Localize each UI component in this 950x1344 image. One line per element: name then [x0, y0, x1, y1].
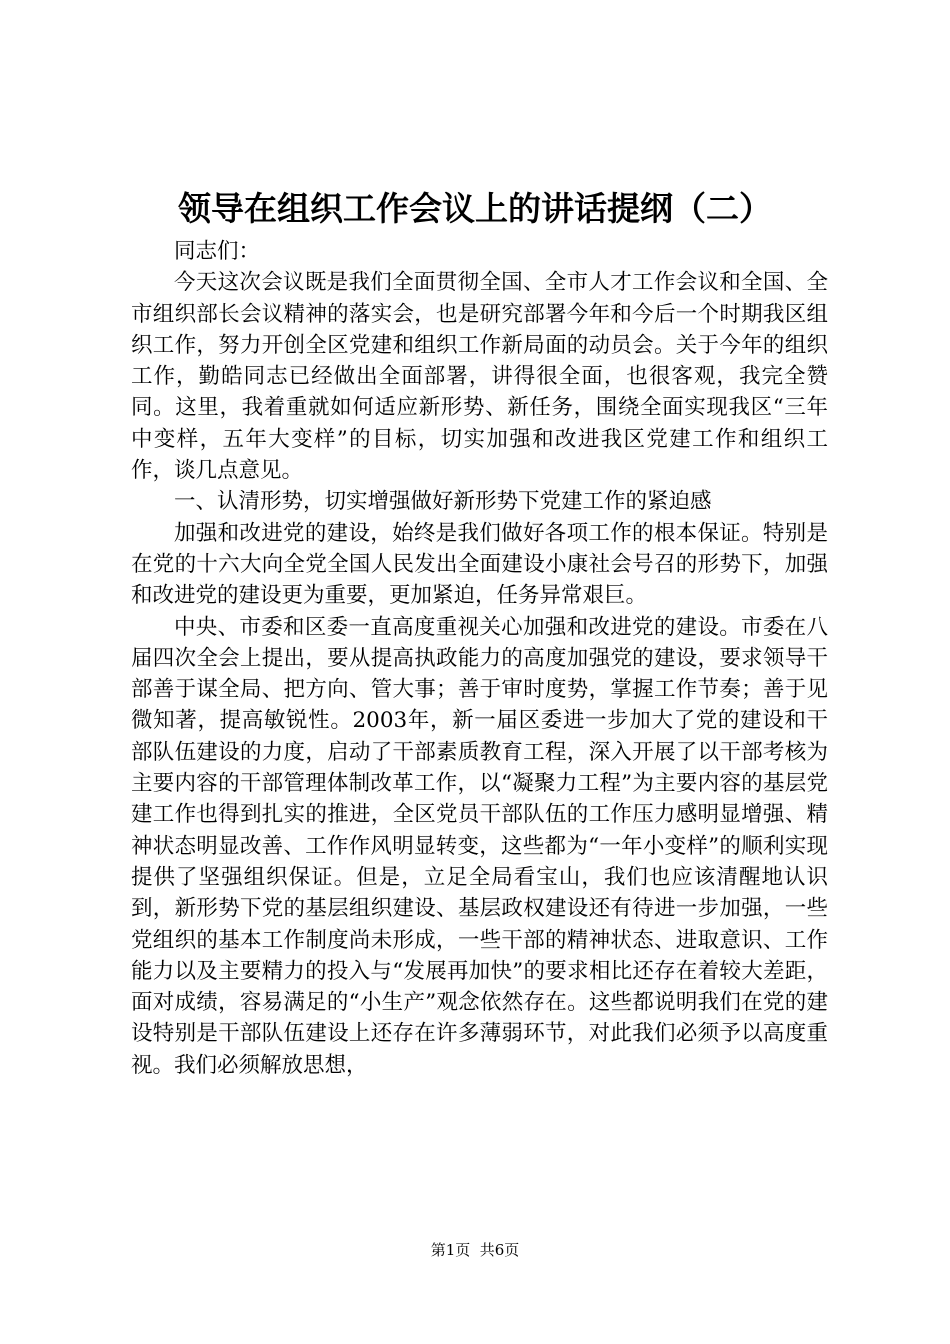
paragraph: 中央、市委和区委一直高度重视关心加强和改进党的建设。市委在八届四次全会上提出，要从提高执政能力的高度加强党的建设，要求领导干部善于谋全局、把方向、管大事；善于审时度势，掌握工作节奏；善于见微知著，提高敏锐性。2003年，新一届区委进一步加大了党的建设和干部队伍建设的力度，启动了干部素质教育工程，深入开展了以干部考核为主要内容的干部管理体制改革工作，以“凝聚力工程”为主要内容的基层党建工作也得到扎实的推进，全区党员干部队伍的工作压力感明显增强、精神状态明显改善、工作作风明显转变，这些都为“一年小变样”的顺利实现提供了坚强组织保证。但是，立足全局看宝山，我们也应该清醒地认识到，新形势下党的基层组织建设、基层政权建设还有待进一步加强，一些党组织的基本工作制度尚未形成，一些干部的精神状态、进取意识、工作能力以及主要精力的投入与“发展再加快”的要求相比还存在着较大差距，面对成绩，容易满足的“小生产”观念依然存在。这些都说明我们在党的建设特别是干部队伍建设上还存在许多薄弱环节，对此我们必须予以高度重视。我们必须解放思想， — [131, 614, 828, 1078]
paragraph-intro: 今天这次会议既是我们全面贯彻全国、全市人才工作会议和全国、全市组织部长会议精神的落实会，也是研究部署今年和今后一个时期我区组织工作，努力开创全区党建和组织工作新局面的动员会。关于今年的组织工作，勤皓同志已经做出全面部署，讲得很全面，也很客观，我完全赞同。这里，我着重就如何适应新形势、新任务，围绕全面实现我区“三年中变样，五年大变样”的目标，切实加强和改进我区党建工作和组织工作，谈几点意见。 — [131, 270, 828, 484]
section-heading: 一、认清形势，切实增强做好新形势下党建工作的紧迫感 — [174, 489, 712, 515]
page-footer: 第1页 共6页 — [430, 1241, 520, 1259]
salutation: 同志们： — [174, 239, 261, 264]
paragraph: 加强和改进党的建设，始终是我们做好各项工作的根本保证。特别是在党的十六大向全党全国人民发出全面建设小康社会号召的形势下，加强和改进党的建设更为重要，更加紧迫，任务异常艰巨。 — [131, 520, 828, 609]
document-title: 领导在组织工作会议上的讲话提纲（二） — [178, 189, 772, 228]
document-body — [131, 236, 828, 1081]
